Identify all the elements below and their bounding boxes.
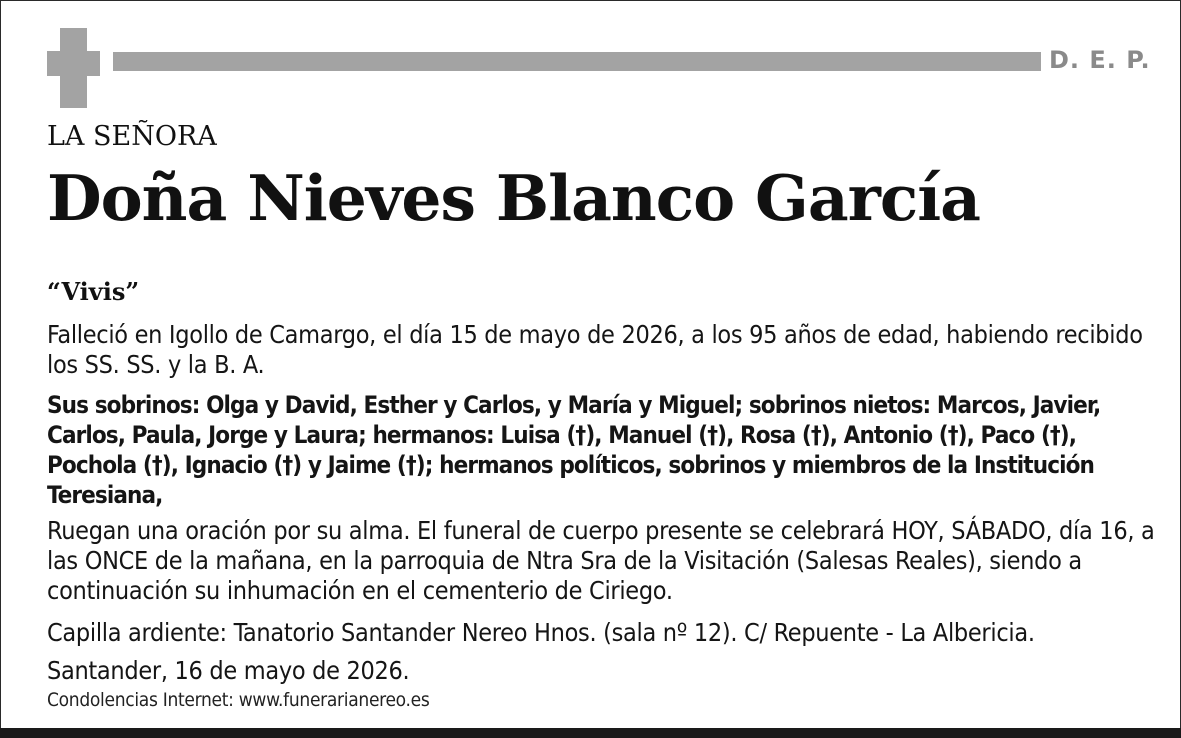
header-rule — [113, 52, 1041, 71]
family-list: Sus sobrinos: Olga y David, Esther y Carlos, y María y Miguel; sobrinos nietos: Marcos, Javier, Carlos, Paula, Jorge y Laura; hermanos: Luisa (†), Manuel (†), Rosa (†), Antonio (†), Paco (†), Pochola (†), Ignacio (†) y Jaime (†); hermanos políticos, sobrinos y miembros de la Institución Teresiana, — [47, 391, 1101, 509]
condolences-line: Condolencias Internet: www.funerarianereo.es — [47, 689, 430, 711]
nickname: “Vivis” — [47, 277, 140, 306]
cross-icon — [47, 28, 100, 108]
death-notice: Falleció en Igollo de Camargo, el día 15 de mayo de 2026, a los 95 años de edad, habiendo recibido los SS. SS. y la B. A. — [47, 320, 1143, 379]
bottom-bar — [0, 728, 1181, 738]
deceased-name: Doña Nieves Blanco García — [47, 161, 980, 235]
honorific: LA SEÑORA — [47, 121, 217, 152]
place-date: Santander, 16 de mayo de 2026. — [47, 656, 410, 685]
funeral-service: Ruegan una oración por su alma. El funeral de cuerpo presente se celebrará HOY, SÁBADO, día 16, a las ONCE de la mañana, en la parroquia de Ntra Sra de la Visitación (Salesas Reales), siendo a continuación su inhumación en el cementerio de Ciriego. — [47, 516, 1155, 605]
dep-label: D. E. P. — [1049, 46, 1151, 74]
chapel-info: Capilla ardiente: Tanatorio Santander Nereo Hnos. (sala nº 12). C/ Repuente - La Albericia. — [47, 618, 1035, 647]
